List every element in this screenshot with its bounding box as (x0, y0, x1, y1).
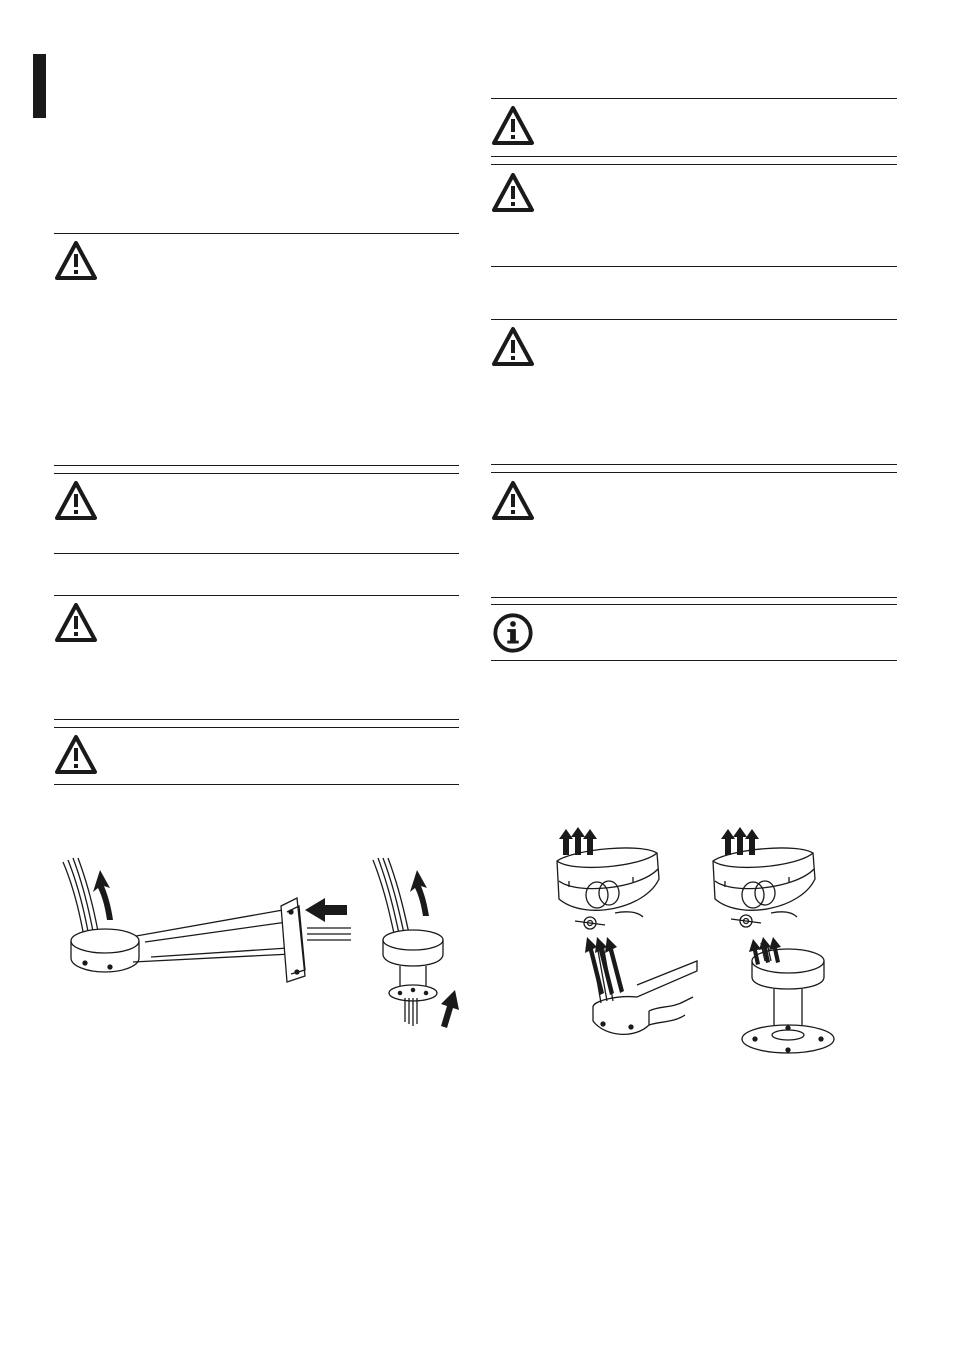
notice-divider (491, 156, 897, 157)
warning-triangle-icon (491, 172, 535, 214)
warning-triangle-icon (54, 734, 98, 776)
notice-divider (54, 595, 459, 596)
notice-divider (491, 164, 897, 165)
notice-divider (54, 465, 459, 466)
notice-divider (491, 604, 897, 605)
notice-divider (54, 473, 459, 474)
info-circle-icon (491, 612, 535, 654)
notice-divider (54, 233, 459, 234)
right-figure (545, 825, 865, 1065)
chapter-tab-marker (33, 54, 46, 118)
warning-triangle-icon (491, 326, 535, 368)
warning-triangle-icon (54, 240, 98, 282)
wall-bracket-cable-routing-illustration (55, 850, 465, 1035)
housing-mounting-illustration (545, 825, 865, 1065)
warning-triangle-icon (54, 480, 98, 522)
notice-divider (491, 597, 897, 598)
notice-divider (491, 266, 897, 267)
notice-divider (54, 727, 459, 728)
notice-divider (491, 98, 897, 99)
notice-divider (491, 319, 897, 320)
warning-triangle-icon (54, 602, 98, 644)
notice-divider (54, 784, 459, 785)
notice-divider (491, 660, 897, 661)
notice-divider (54, 719, 459, 720)
notice-divider (54, 553, 459, 554)
notice-divider (491, 464, 897, 465)
warning-triangle-icon (491, 105, 535, 147)
warning-triangle-icon (491, 480, 535, 522)
notice-divider (491, 472, 897, 473)
left-figure (55, 850, 465, 1035)
